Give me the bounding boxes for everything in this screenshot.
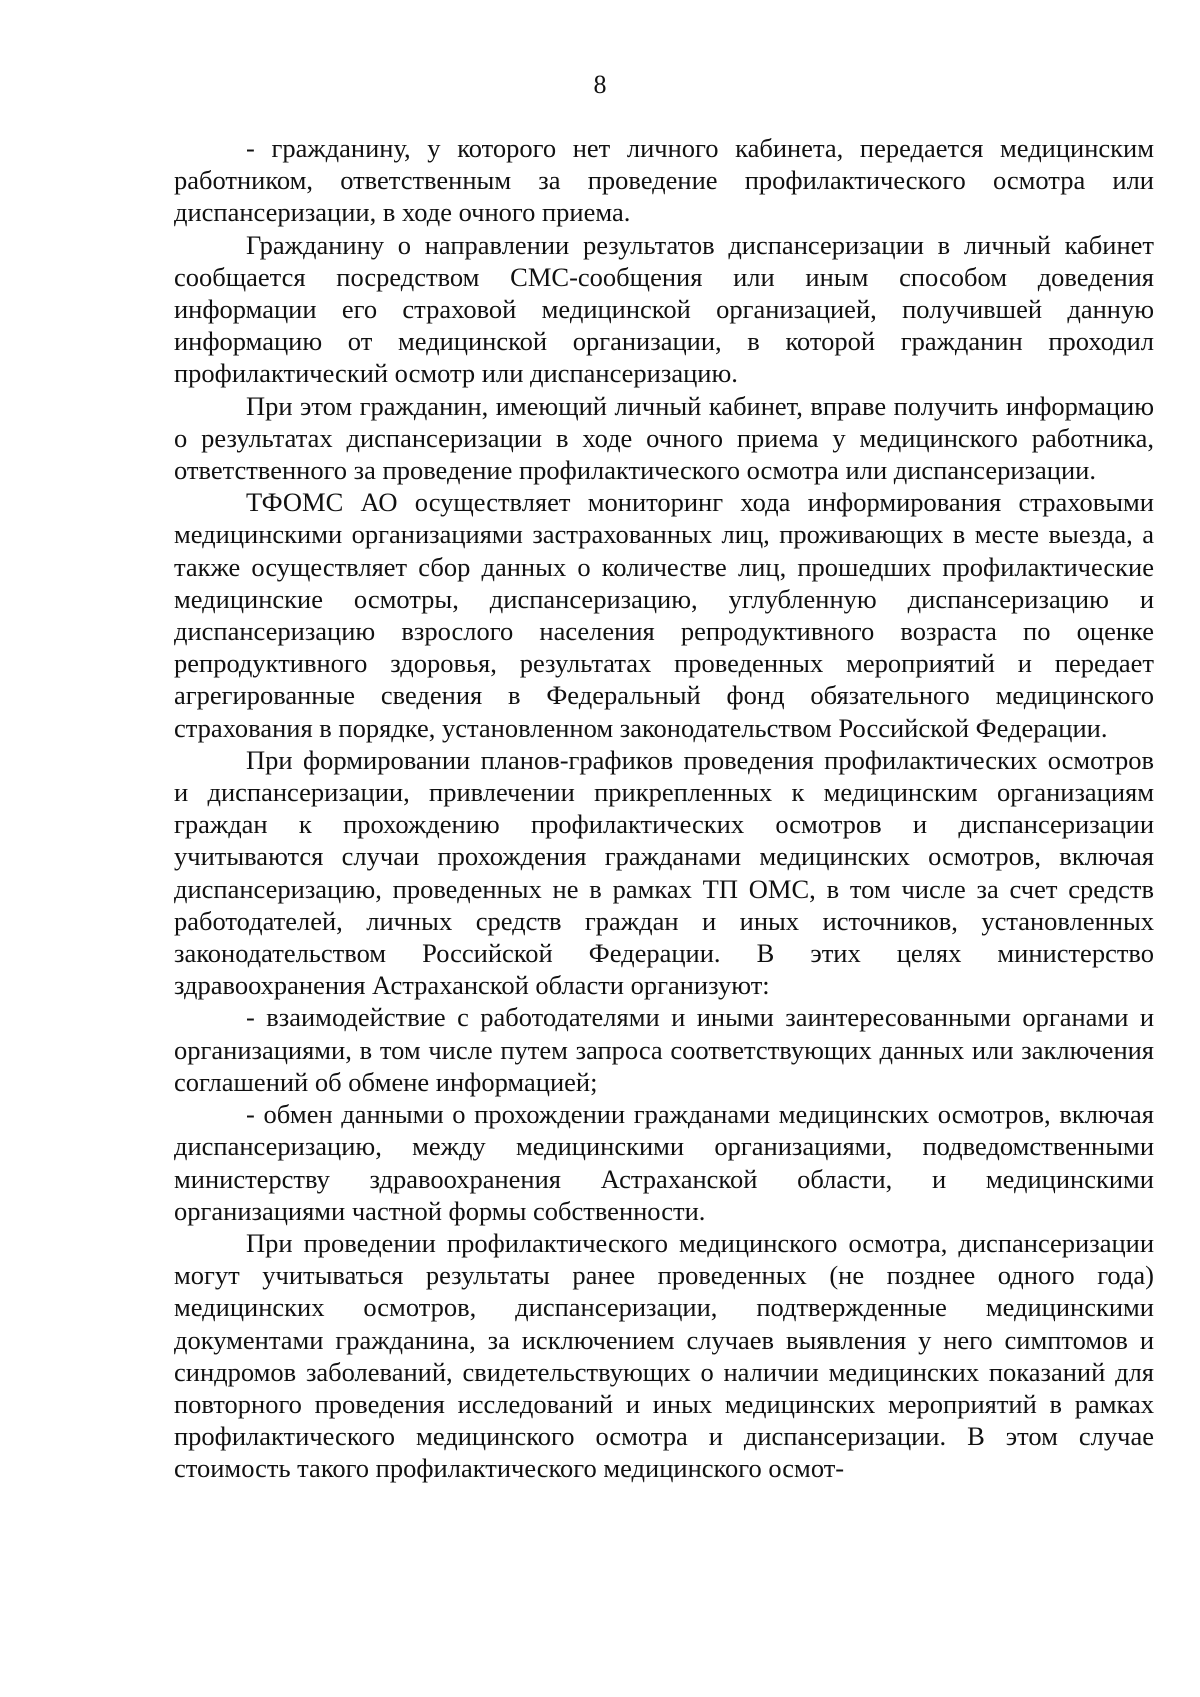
paragraph-7: - обмен данными о прохождении гражданами медицинских осмотров, включая диспансеризацию, между медицинскими организациями, подведомственными министерству здравоохранения Астраханской области, и медицинскими организациями частной формы собственности. bbox=[174, 1099, 1154, 1226]
paragraph-4: ТФОМС АО осуществляет мониторинг хода информирования страховыми медицинскими организациями застрахованных лиц, проживающих в месте выезда, а также осуществляет сбор данных о количестве лиц, прошедших профилактические медицинские осмотры, диспансеризацию, углубленную диспансеризацию и диспансеризацию взрослого населения репродуктивного возраста по оценке репродуктивного здоровья, результатах проведенных мероприятий и передает агрегированные сведения в Федеральный фонд обязательного медицинского страхования в порядке, установленном законодательством Российской Федерации. bbox=[174, 487, 1154, 743]
body-text bbox=[174, 132, 1154, 1485]
paragraph-8: При проведении профилактического медицинского осмотра, диспансеризации могут учитываться результаты ранее проведенных (не позднее одного года) медицинских осмотров, диспансеризации, подтвержденные медицинскими документами гражданина, за исключением случаев выявления у него симптомов и синдромов заболеваний, свидетельствующих о наличии медицинских показаний для повторного проведения исследований и иных медицинских мероприятий в рамках профилактического медицинского осмотра и диспансеризации. В этом случае стоимость такого профилактического медицинского осмот- bbox=[174, 1227, 1154, 1484]
page-number: 8 bbox=[593, 70, 607, 99]
paragraph-2: Гражданину о направлении результатов диспансеризации в личный кабинет сообщается посредством СМС-сообщения или иным способом доведения информации его страховой медицинской организацией, получившей данную информацию от медицинской организации, в которой гражданин проходил профилактический осмотр или диспансеризацию. bbox=[174, 229, 1154, 389]
paragraph-1: - гражданину, у которого нет личного кабинета, передается медицинским работником, ответственным за проведение профилактического осмотра или диспансеризации, в ходе очного приема. bbox=[174, 133, 1154, 228]
paragraph-6: - взаимодействие с работодателями и иными заинтересованными органами и организациями, в том числе путем запроса соответствующих данных или заключения соглашений об обмене информацией; bbox=[174, 1002, 1154, 1097]
paragraph-5: При формировании планов-графиков проведения профилактических осмотров и диспансеризации, привлечении прикрепленных к медицинским организациям граждан к прохождению профилактических осмотров и диспансеризации учитываются случаи прохождения гражданами медицинских осмотров, включая диспансеризацию, проведенных не в рамках ТП ОМС, в том числе за счет средств работодателей, личных средств граждан и иных источников, установленных законодательством Российской Федерации. В этих целях министерство здравоохранения Астраханской области организуют: bbox=[174, 744, 1154, 1001]
paragraph-3: При этом гражданин, имеющий личный кабинет, вправе получить информацию о результатах диспансеризации в ходе очного приема у медицинского работника, ответственного за проведение профилактического осмотра или диспансеризации. bbox=[174, 390, 1154, 486]
